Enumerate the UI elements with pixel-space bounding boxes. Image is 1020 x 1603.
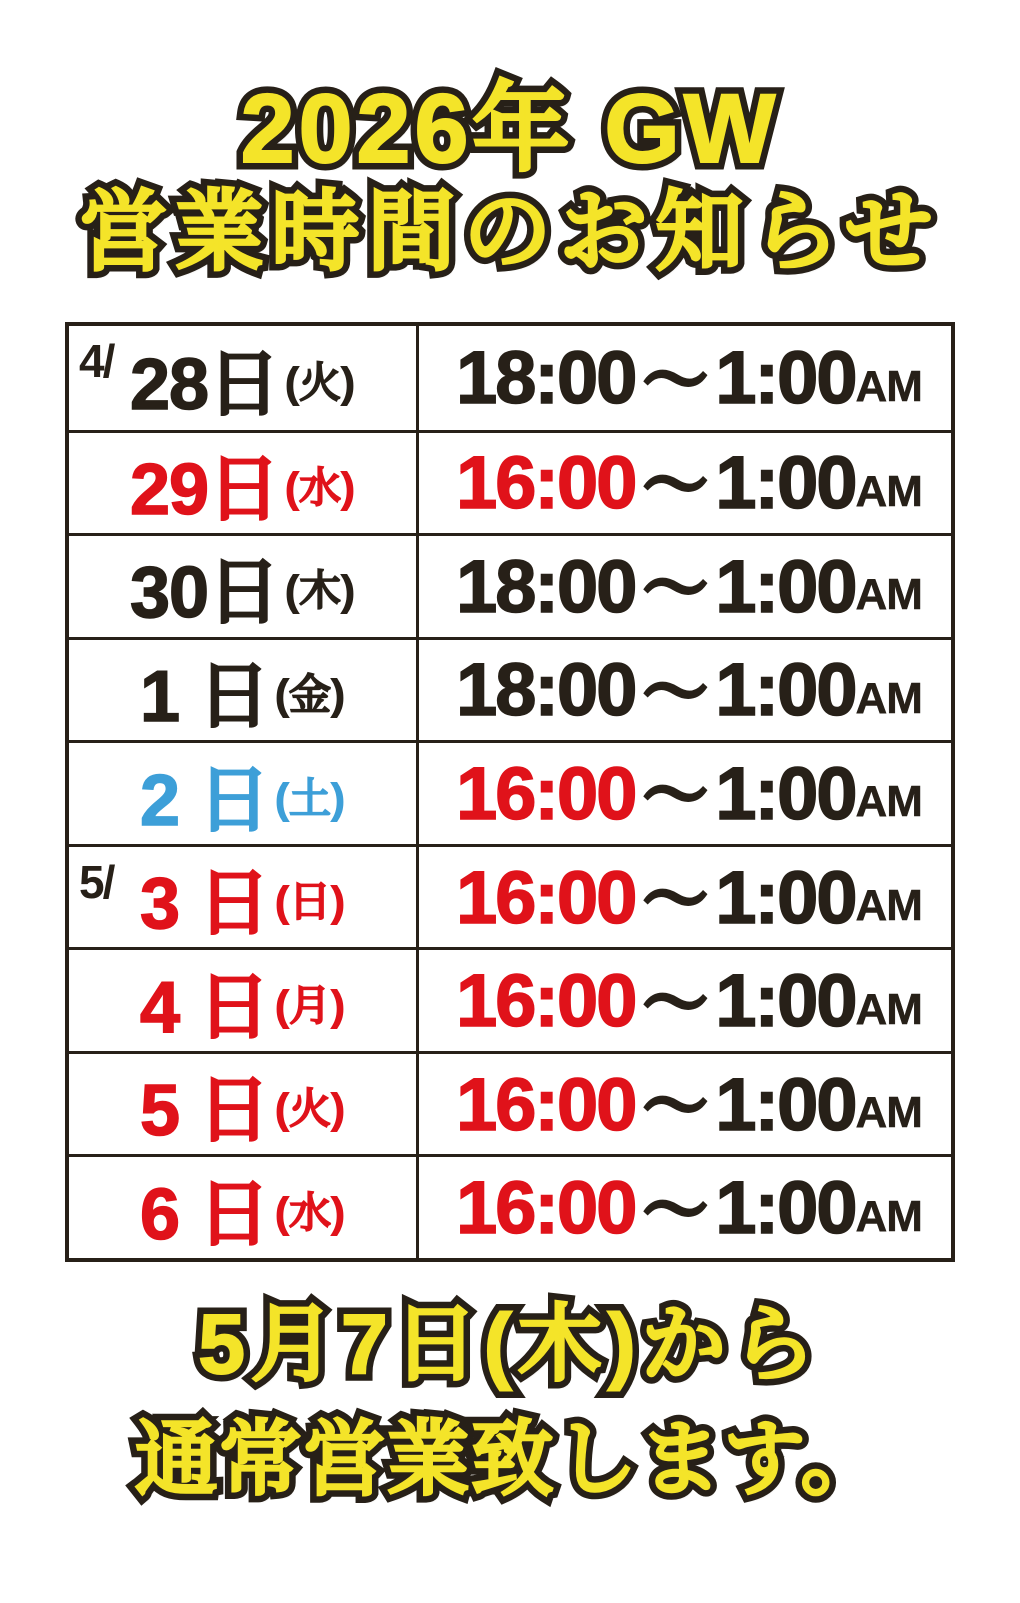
- start-time: 18:00: [456, 648, 636, 732]
- am-label: AM: [855, 881, 922, 931]
- end-time: 1:00: [715, 336, 856, 420]
- time-cell: [419, 326, 951, 430]
- start-time: 16:00: [456, 1166, 636, 1250]
- start-time: 16:00: [456, 751, 636, 835]
- month-prefix: 5/: [79, 855, 114, 908]
- end-time: 1:00: [715, 1062, 856, 1146]
- end-time: 1:00: [715, 441, 856, 525]
- poster-title: [0, 76, 1020, 280]
- date-group: [140, 742, 345, 846]
- end-time: 1:00: [715, 648, 856, 732]
- time-cell: [419, 1054, 951, 1155]
- wave-dash: ～: [643, 553, 708, 626]
- wave-dash: ～: [643, 967, 708, 1040]
- schedule-row: [69, 430, 951, 534]
- date-cell: [69, 1054, 419, 1155]
- footer-note: [0, 1292, 1020, 1510]
- date-cell: [69, 433, 419, 534]
- time-cell: [419, 950, 951, 1051]
- schedule-row: [69, 1154, 951, 1258]
- date-group: [140, 1052, 345, 1156]
- schedule-row: [69, 947, 951, 1051]
- am-label: AM: [855, 984, 922, 1034]
- schedule-row: [69, 533, 951, 637]
- start-time: 18:00: [456, 544, 636, 628]
- am-label: AM: [855, 570, 922, 620]
- date-cell: [69, 640, 419, 741]
- end-time: 1:00: [715, 855, 856, 939]
- date-cell: [69, 536, 419, 637]
- weekday-label: (水): [285, 463, 356, 511]
- wave-dash: ～: [643, 449, 708, 522]
- start-time: 16:00: [456, 441, 636, 525]
- schedule-row: [69, 326, 951, 430]
- weekday-label: (木): [285, 567, 356, 615]
- day-label: 2 日: [139, 760, 270, 841]
- end-time: 1:00: [715, 544, 856, 628]
- date-cell: [69, 950, 419, 1051]
- date-cell: [69, 326, 419, 430]
- weekday-label: (月): [275, 981, 346, 1029]
- wave-dash: ～: [643, 760, 708, 833]
- wave-dash: ～: [643, 656, 708, 729]
- time-cell: [419, 536, 951, 637]
- weekday-label: (火): [285, 358, 356, 406]
- day-label: 6 日: [139, 1174, 270, 1255]
- footer-line-1: 5月7日(木)から 5月7日(木)から: [0, 1292, 1020, 1396]
- date-cell: [69, 743, 419, 844]
- am-label: AM: [855, 361, 922, 411]
- am-label: AM: [855, 777, 922, 827]
- schedule-row: [69, 740, 951, 844]
- date-cell: [69, 1157, 419, 1258]
- date-group: [140, 638, 345, 742]
- weekday-label: (火): [275, 1085, 346, 1133]
- time-cell: [419, 1157, 951, 1258]
- start-time: 18:00: [456, 336, 636, 420]
- day-label: 30日: [129, 553, 280, 634]
- date-group: [140, 949, 345, 1053]
- footer-line-2: 通常営業致します。 通常営業致します。: [0, 1410, 1020, 1510]
- day-label: 4 日: [139, 967, 270, 1048]
- day-label: 1 日: [139, 656, 270, 737]
- time-cell: [419, 433, 951, 534]
- month-prefix: 4/: [79, 335, 114, 387]
- day-label: 3 日: [139, 864, 270, 945]
- date-group: [140, 1156, 345, 1260]
- am-label: AM: [855, 466, 922, 516]
- title-line-1: 2026年 GW 2026年 GW: [0, 76, 1020, 182]
- weekday-label: (日): [275, 878, 346, 926]
- am-label: AM: [855, 673, 922, 723]
- end-time: 1:00: [715, 959, 856, 1043]
- weekday-label: (土): [275, 774, 346, 822]
- am-label: AM: [855, 1088, 922, 1138]
- date-group: [140, 845, 345, 949]
- date-group: [130, 534, 355, 638]
- time-cell: [419, 743, 951, 844]
- end-time: 1:00: [715, 751, 856, 835]
- schedule-row: [69, 1051, 951, 1155]
- wave-dash: ～: [643, 1071, 708, 1144]
- wave-dash: ～: [643, 864, 708, 937]
- end-time: 1:00: [715, 1166, 856, 1250]
- date-group: [130, 431, 355, 535]
- time-cell: [419, 640, 951, 741]
- title-line-2: 営業時間のお知らせ 営業時間のお知らせ: [0, 184, 1020, 280]
- schedule-table: [65, 322, 955, 1262]
- day-label: 29日: [129, 449, 280, 530]
- am-label: AM: [855, 1191, 922, 1241]
- weekday-label: (金): [275, 670, 346, 718]
- start-time: 16:00: [456, 855, 636, 939]
- schedule-row: [69, 844, 951, 948]
- time-cell: [419, 847, 951, 948]
- date-group: [130, 326, 355, 430]
- schedule-row: [69, 637, 951, 741]
- day-label: 28日: [129, 344, 280, 425]
- day-label: 5 日: [139, 1071, 270, 1152]
- wave-dash: ～: [643, 344, 708, 417]
- wave-dash: ～: [643, 1174, 708, 1247]
- weekday-label: (水): [275, 1188, 346, 1236]
- start-time: 16:00: [456, 959, 636, 1043]
- start-time: 16:00: [456, 1062, 636, 1146]
- date-cell: [69, 847, 419, 948]
